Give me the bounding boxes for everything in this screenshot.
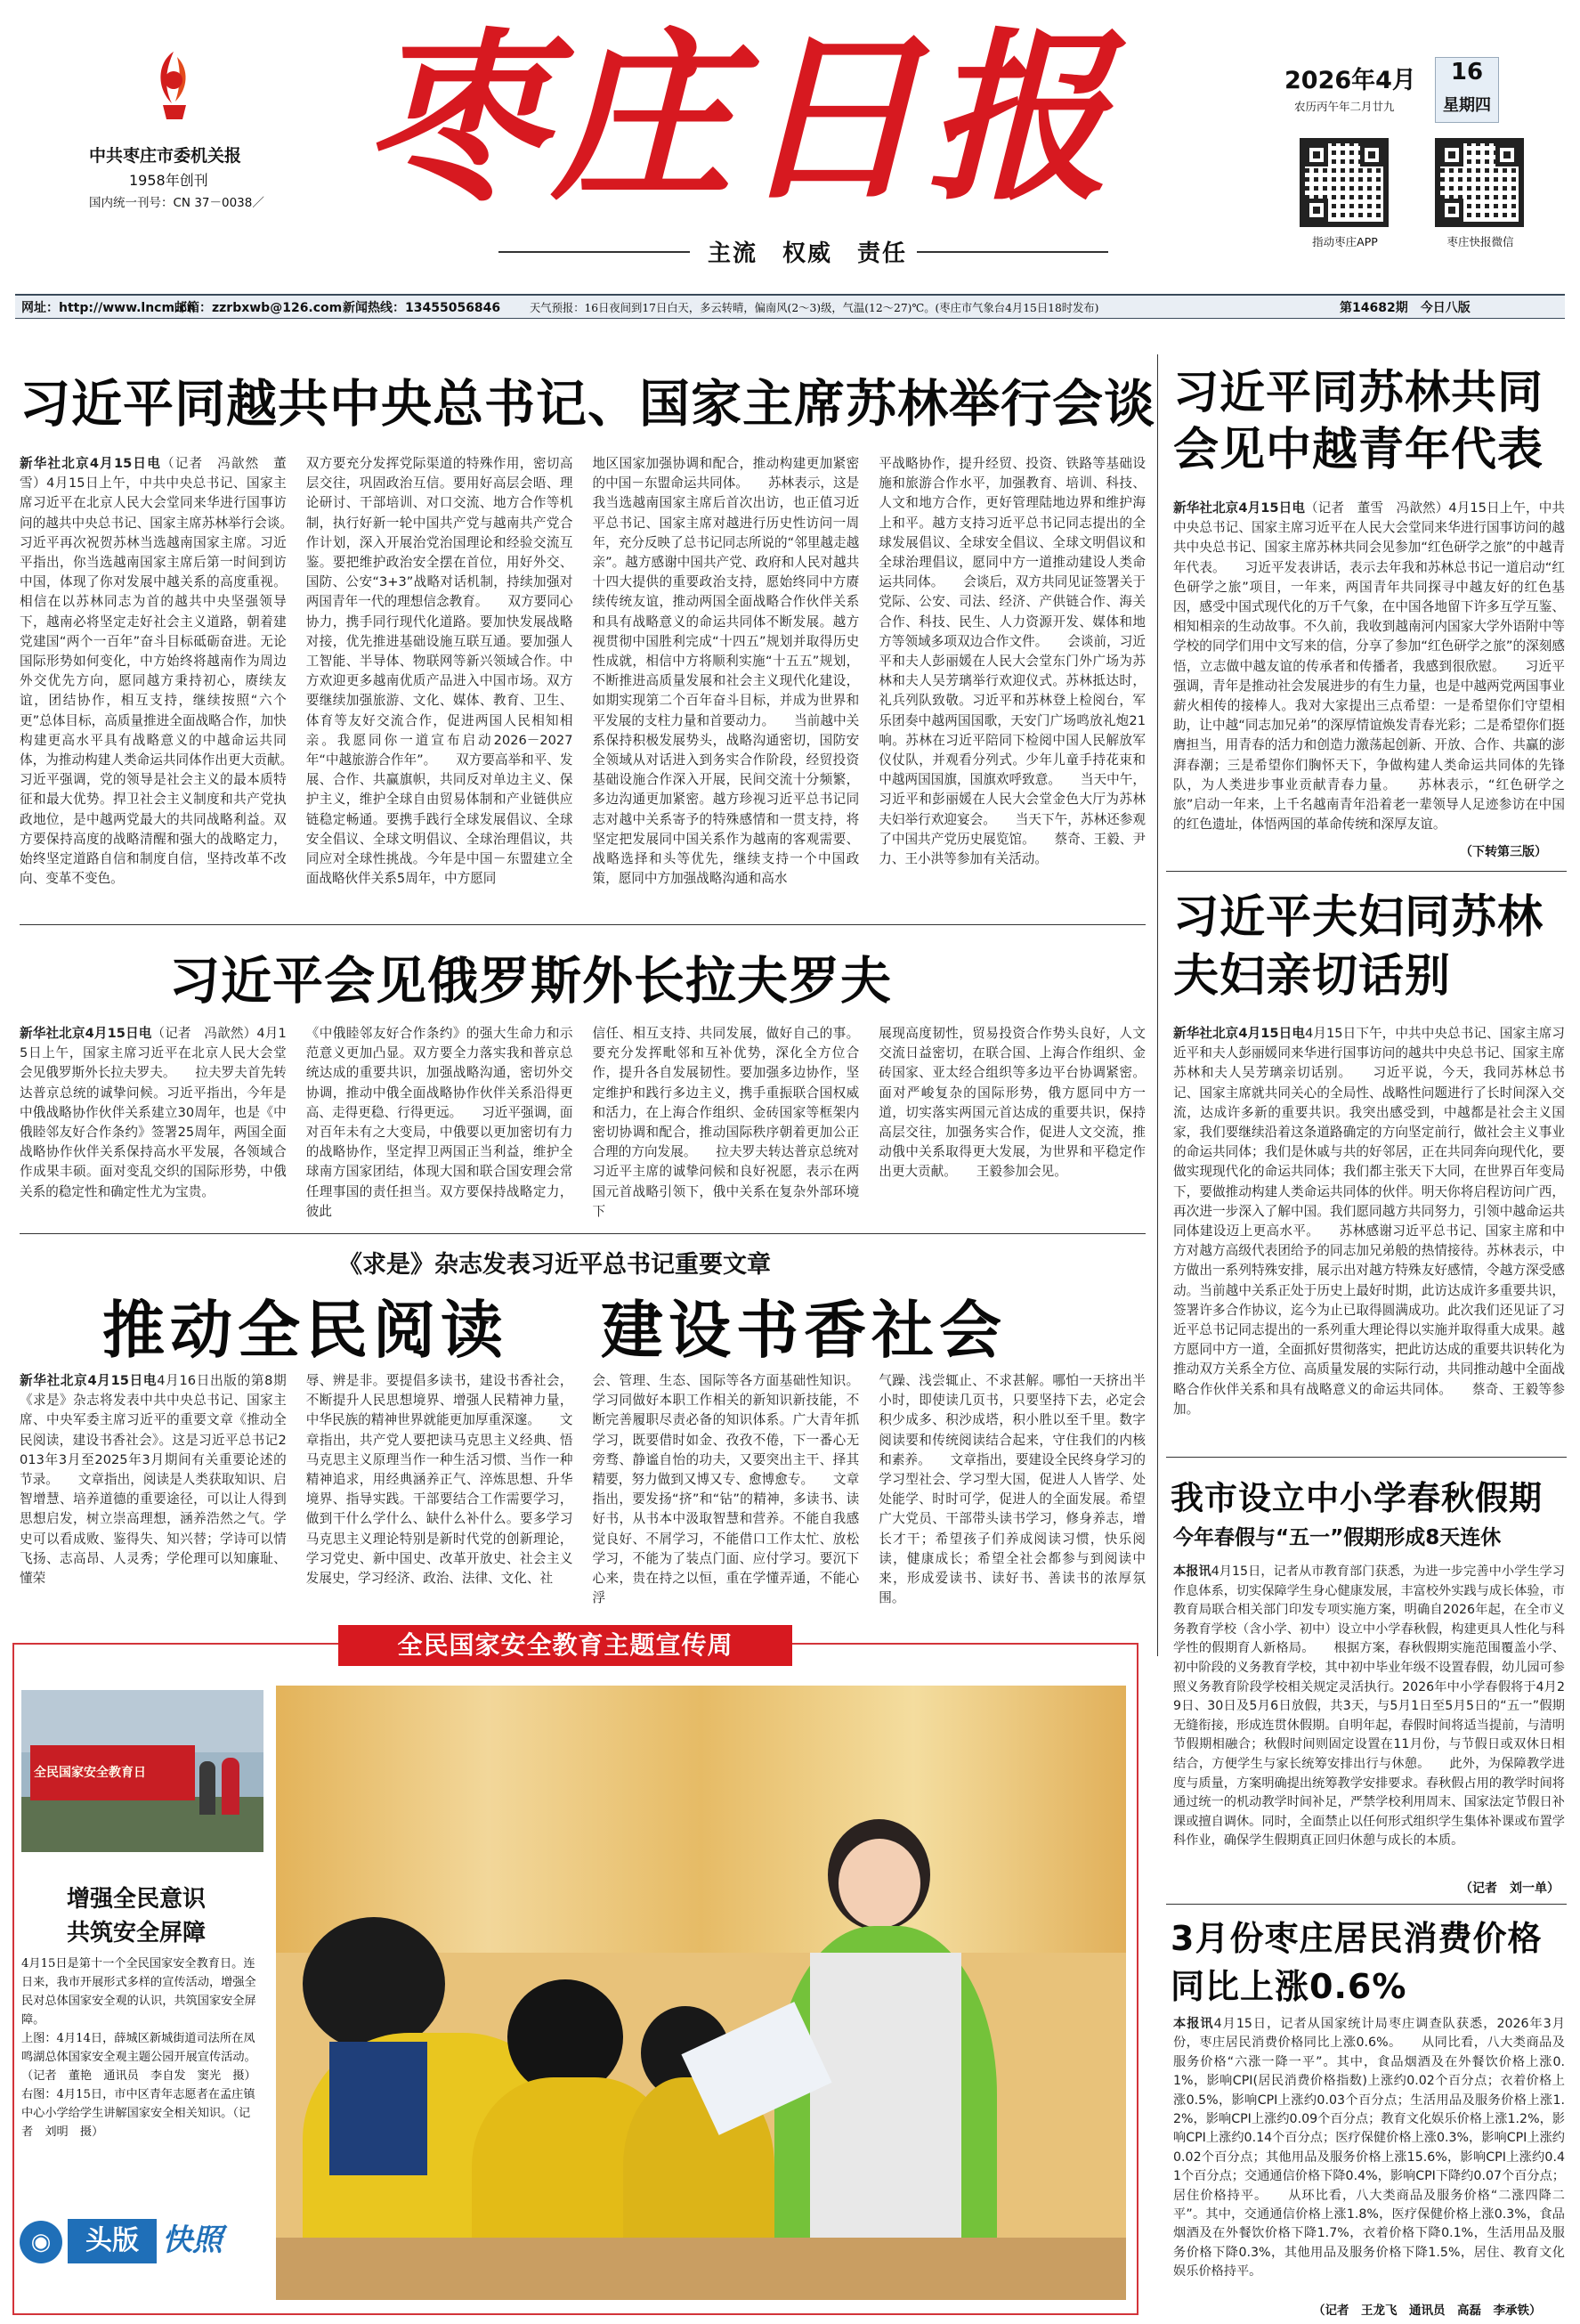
photo-park-campaign — [21, 1690, 263, 1852]
headline-cpi: 3月份枣庄居民消费价格同比上涨0.6% — [1171, 1919, 1543, 2006]
date-label: 2026年4月 — [1284, 67, 1416, 94]
headline-bookish: 建设书香社会 — [601, 1294, 1007, 1367]
article-reading: 新华社北京4月15日电4月16日出版的第8期《求是》杂志将发表中共中央总书记、国家主席、中央军委主席习近平的重要文章《推动全民阅读，建设书香社会》。这是习近平总书记2013年3月至2025年3月期间有关重要论述的节录。 文章指出，阅读是人类获取知识、启智增慧、培养道德的重要途径，可以让人得到思想启发，树立崇高理想，涵养浩然之气。学史可以看成败、鉴得失、知兴替；学诗可以情飞扬、志高昂、人灵秀；学伦理可以知廉耻、懂荣 辱、辨是非。要提倡多读书，建设书香社会，不断提升人民思想境界、增强人民精神力量，中华民族的精神世界就能更加厚重深邃。 文章指出，共产党人要把读马克思主义经典、悟马克思主义原理当作一种生活习惯、当作一种精神追求，用经典涵养正气、淬炼思想、升华境界、指导实践。干部要结合工作需要学习，做到干什么学什么、缺什么补什么。要多学习马克思主义理论特别是新时代党的创新理论，学习党史、新中国史、改革开放史、社会主义发展史，学习经济、政治、法律、文化、社 会、管理、生态、国际等各方面基础性知识。学习同做好本职工作相关的新知识新技能，不断完善履职尽责必备的知识体系。广大青年抓学习，既要借时如金、孜孜不倦，下一番心无旁骛、静谧自怡的功夫，又要突出主干、择其精要，努力做到又博又专、愈博愈专。 文章指出，要发扬“挤”和“钻”的精神，多读书、读好书，从书本中汲取智慧和营养。不能自我感觉良好、不屑学习，不能借口工作太忙、放松学习，不能为了装点门面、应付学习。要沉下心来，贵在持之以恒，重在学懂弄通，不能心浮 气躁、浅尝辄止、不求甚解。哪怕一天挤出半小时，即使读几页书，只要坚持下去，必定会积少成多、积沙成塔，积小胜以至千里。数字阅读要和传统阅读结合起来，守住我们的内核和素养。 文章指出，要建设全民终身学习的学习型社会、学习型大国，促进人人皆学、处处能学、时时可学，促进人的全面发展。希望广大党员、干部带头读书学习，修身养志，增长才干；希望孩子们养成阅读习惯，快乐阅读，健康成长；希望全社会都参与到阅读中来，形成爱读书、读好书、善读书的浓厚氛围。 — [20, 1373, 1146, 1606]
reporter-cpi: （记者 王龙飞 通讯员 高磊 李承铁） — [1313, 2304, 1542, 2318]
website: 网址：http://www.lncm.cn — [21, 301, 196, 315]
slogan-rule-right — [917, 251, 1108, 253]
headline-farewell: 习近平夫妇同苏林夫妇亲切话别 — [1173, 891, 1544, 1003]
photo-captions: 4月15日是第十一个全民国家安全教育日。连日来，我市开展形式多样的宣传活动，增强全民对总体国家安全观的认识，共筑国家安全屏障。 上图：4月14日，薛城区新城街道司法所在凤鸣湖总体国家安全观主题公园开展宣传活动。（记者 董艳 通讯员 李自发 窦光 摄） 右图：4月15日，市中区青年志愿者在孟庄镇中心小学给学生讲解国家安全相关知识。（记者 刘明 摄） — [21, 1957, 256, 2139]
qr-code-icon — [1300, 138, 1389, 227]
weekday: 星期四 — [1443, 96, 1491, 115]
article-youth: 新华社北京4月15日电（记者 董雪 冯歆然）4月15日上午，中共中央总书记、国家主席习近平在人民大会堂同来华进行国事访问的越共中央总书记、国家主席苏林共同会见参加“红色研学之旅”的中越青年代表。 习近平发表讲话，表示去年我和苏林总书记一道启动“红色研学之旅”项目，一年来，两国青年共同探寻中越友好的红色基因，感受中国式现代化的万千气象，在中国各地留下许多互学互鉴、相知相亲的生动故事。不久前，我收到越南河内国家大学外语附中等学校的同学们用中文写来的信，分享了参加“红色研学之旅”的深刻感悟，立志做中越友谊的传承者和传播者，我感到很欣慰。 习近平强调，青年是推动社会发展进步的有生力量，也是中越两党两国事业薪火相传的接棒人。我对大家提出三点希望：一是希望你们守望相助，让中越“同志加兄弟”的深厚情谊焕发青春光彩；二是希望你们挺膺担当，用青春的活力和创造力激荡起创新、开放、合作、共赢的澎湃春潮；三是希望你们胸怀天下，争做构建人类命运共同体的先锋队，为人类进步事业贡献青春力量。 苏林表示，“红色研学之旅”启动一年来，上千名越南青年沿着老一辈领导人足迹参访在中国的红色遗址，体悟两国的革命传统和深厚友谊。 — [1173, 500, 1565, 833]
qr-label-wechat: 枣庄快报微信 — [1446, 235, 1514, 248]
kicker-qiushi: 《求是》杂志发表习近平总书记重要文章 — [338, 1251, 771, 1279]
article-farewell: 新华社北京4月15日电4月15日下午，中共中央总书记、国家主席习近平和夫人彭丽媛同来华进行国事访问的越共中央总书记、国家主席苏林和夫人吴芳璃亲切话别。 习近平说，今天，我同苏林总书记、国家主席就共同关心的全局性、战略性问题进行了长时间深入交流，达成许多新的重要共识。我突出感受到，中越都是社会主义国家，我们要继续沿着这条道路确定的方向坚定前行，做社会主义事业的命运共同体；我们是休戚与共的好邻居，正在共同奔向现代化，要做实现现代化的命运共同体；我们都主张天下大同，在世界百年变局下，要做推动构建人类命运共同体的伙伴。明天你将启程访问广西，再次进一步深入了解中国。我们愿同越方共同努力，引领中越命运共同体建设迈上更高水平。 苏林感谢习近平总书记、国家主席和中方对越方高级代表团给予的同志加兄弟般的热情接待。苏林表示，中方做出一系列特殊安排，展示出对越方特殊友好感情，令越方深受感动。当前越中关系正处于历史上最好时期，此访达成许多重要共识，签署许多合作协议，迄今为止已取得圆满成功。此次我们还见证了习近平总书记同志提出的一系列重大理论得以实施并取得重大成果。越方愿同中方一道，全面抓好贯彻落实，把此访达成的重要共识转化为推动双方关系全方位、高质量发展的实际行动，共同推动越中全面战略合作伙伴关系和具有战略意义的命运共同体。 蔡奇、王毅等参加。 — [1173, 1026, 1565, 1417]
photo-title-2: 共筑安全屏障 — [67, 1920, 207, 1946]
founded-label: 1958年创刊 — [129, 172, 208, 189]
cn-number: 国内统一刊号：CN 37－0038／ — [89, 196, 264, 210]
article-school-holiday: 本报讯4月15日，记者从市教育部门获悉，为进一步完善中小学生学习作息体系，切实保障学生身心健康发展，丰富校外实践与成长体验，市教育局联合相关部门印发专项实施方案，明确自2026年起，在全市义务教育学校（含小学、初中）设立中小学春秋假，构建更具人性化与科学性的假期育人新格局。 根据方案，春秋假期实施范围覆盖小学、初中阶段的义务教育学校，其中初中毕业年级不设置春假，幼儿园可参照义务教育阶段学校相关规定灵活执行。2026年中小学春假将于4月29日、30日及5月6日放假，共3天，与5月1日至5月5日的“五一”假期无缝衔接，形成连贯休假期。自明年起，春假时间将适当提前，与清明节假期相融合；秋假时间则固定设置在11月份，与节假日或双休日相结合，方便学生与家长统筹安排出行与休憩。 此外，为保障教学进度与质量，方案明确提出统筹教学安排要求。春秋假占用的教学时间将通过统一的机动教学时间补足，严禁学校利用周末、国家法定节假日补课或擅自调休。同时，全面禁止以任何形式组织学生集体补课或布置学科作业，确保学生假期真正回归休憩与成长的本质。 — [1173, 1564, 1565, 1849]
slogan-rule-left — [498, 251, 690, 253]
email: 邮箱：zzrbxwb@126.com — [174, 301, 343, 315]
headline-talks: 习近平同越共中央总书记、国家主席苏林举行会谈 — [20, 375, 1155, 434]
masthead-logo: 枣庄日报 — [363, 12, 1114, 225]
qr-label-app: 指动枣庄APP — [1312, 235, 1378, 248]
front-page-snapshot-badge: ◉ 头版 快照 — [20, 2217, 267, 2265]
party-emblem-icon — [147, 45, 200, 125]
photo-title-1: 增强全民意识 — [67, 1886, 207, 1913]
article-talks: 新华社北京4月15日电（记者 冯歆然 董雪）4月15日上午，中共中央总书记、国家主席习近平在北京人民大会堂同来华进行国事访问的越共中央总书记、国家主席苏林举行会谈。 习近平再次祝贺苏林当选越南国家主席。习近平指出，你当选越南国家主席后第一时间到访中国，体现了你对发展中越关系的高度重视。相信在以苏林同志为首的越共中央坚强领导下，越南必将坚定走好社会主义道路，朝着建党建国“两个一百年”奋斗目标砥砺奋进。无论国际形势如何变化，中方始终将越南作为周边外交优先方向，愿同越方秉持初心，赓续友谊，团结协作，相互支持，继续按照“六个更”总体目标，高质量推进全面战略合作，加快构建更高水平具有战略意义的中越命运共同体，为推动构建人类命运共同体作出更大贡献。 习近平强调，党的领导是社会主义的最本质特征和最大优势。捍卫社会主义制度和共产党执政地位，是中越两党最大的共同战略利益。双方要保持高度的战略清醒和强大的战略定力，始终坚定道路自信和制度自信，坚持改革不改向、变革不变色。 双方要充分发挥党际渠道的特殊作用，密切高层交往，巩固政治互信。要用好高层会晤、理论研讨、干部培训、对口交流、地方合作等机制，执行好新一轮中国共产党与越南共产党合作计划，深入开展治党治国理论和经验交流互鉴。要把维护政治安全摆在首位，用好外交、国防、公安“3+3”战略对话机制，持续加强对两国青年一代的理想信念教育。 双方要同心协力，携手同行现代化道路。要加快发展战略对接，优先推进基础设施互联互通。要加强人工智能、半导体、物联网等新兴领域合作。中方欢迎更多越南优质产品进入中国市场。双方要继续加强旅游、文化、媒体、教育、卫生、体育等友好交流合作，促进两国人民相知相亲。我愿同你一道宣布启动2026－2027年“中越旅游合作年”。 双方要高举和平、发展、合作、共赢旗帜，共同反对单边主义、保护主义，维护全球自由贸易体制和产业链供应链稳定畅通。要携手践行全球发展倡议、全球安全倡议、全球文明倡议、全球治理倡议，共同应对全球性挑战。今年是中国－东盟建立全面战略伙伴关系5周年，中方愿同 地区国家加强协调和配合，推动构建更加紧密的中国－东盟命运共同体。 苏林表示，这是我当选越南国家主席后首次出访，也正值习近平总书记、国家主席对越进行历史性访问一周年，充分反映了总书记同志所说的“邻里越走越亲”。越方感谢中国共产党、政府和人民对越共十四大提供的重要政治支持，愿始终同中方赓续传统友谊，推动两国全面战略合作伙伴关系和具有战略意义的命运共同体不断发展。越方视贯彻中国胜利完成“十四五”规划并取得历史性成就，相信中方将顺利实施“十五五”规划，不断推进高质量发展和社会主义现代化建设，如期实现第二个百年奋斗目标，并成为世界和平发展的支柱力量和首要动力。 当前越中关系保持积极发展势头，战略沟通密切，国防安全领域从对话进入到务实合作阶段，经贸投资基础设施合作深入开展，民间交流十分频繁，多边沟通更加紧密。越方珍视习近平总书记同志对越中关系寄予的特殊感情和一贯支持，将坚定把发展同中国关系作为越南的客观需要、战略选择和头等优先，继续支持一个中国政策，愿同中方加强战略沟通和高水 平战略协作，提升经贸、投资、铁路等基础设施和旅游合作水平，加强教育、培训、科技、人文和地方合作，更好管理陆地边界和维护海上和平。越方支持习近平总书记同志提出的全球发展倡议、全球安全倡议、全球文明倡议和全球治理倡议，愿同中方一道推动建设人类命运共同体。 会谈后，双方共同见证签署关于党际、公安、司法、经济、产供链合作、海关合作、科技、民生、人力资源开发、媒体和地方等领域多项双边合作文件。 会谈前，习近平和夫人彭丽媛在人民大会堂东门外广场为苏林和夫人吴芳璃举行欢迎仪式。苏林抵达时，礼兵列队致敬。习近平和苏林登上检阅台，军乐团奏中越两国国歌，天安门广场鸣放礼炮21响。苏林在习近平陪同下检阅中国人民解放军仪仗队，并观看分列式。少年儿童手持花束和中越两国国旗，国旗欢呼致意。 当天中午，习近平和彭丽媛在人民大会堂金色大厅为苏林夫妇举行欢迎宴会。 当天下午，苏林还参观了中国共产党历史展览馆。 蔡奇、王毅、尹力、王小洪等参加有关活动。 — [20, 456, 1146, 887]
lunar-date: 农历丙午年二月廿九 — [1294, 100, 1395, 113]
photo-classroom — [276, 1686, 1126, 2300]
issue-number: 第14682期 今日八版 — [1340, 301, 1471, 315]
slogan: 主流 权威 责任 — [708, 240, 908, 267]
qr-code-icon — [1435, 138, 1524, 227]
feature-banner: 全民国家安全教育主题宣传周 — [338, 1625, 792, 1666]
headline-lavrov: 习近平会见俄罗斯外长拉夫罗夫 — [169, 952, 892, 1011]
headline-reading: 推动全民阅读 — [102, 1294, 508, 1367]
news-hotline: 新闻热线：13455056846 — [343, 301, 501, 315]
headline-youth: 习近平同苏林共同会见中越青年代表 — [1173, 367, 1544, 476]
article-cpi: 本报讯4月15日，记者从国家统计局枣庄调查队获悉，2026年3月份，枣庄居民消费价格同比上涨0.6%。 从同比看，八大类商品及服务价格“六涨一降一平”。其中，食品烟酒及在外餐饮价格上涨0.1%，影响CPI(居民消费价格指数)上涨约0.02个百分点；衣着价格上涨0.5%，影响CPI上涨约0.03个百分点；生活用品及服务价格上涨1.2%，影响CPI上涨约0.09个百分点；教育文化娱乐价格上涨1.2%，影响CPI上涨约0.14个百分点；医疗保健价格上涨0.3%，影响CPI上涨约0.02个百分点；其他用品及服务价格上涨15.6%，影响CPI上涨约0.41个百分点；交通通信价格下降0.4%，影响CPI下降约0.07个百分点；居住价格持平。 从环比看，八大类商品及服务价格“二涨四降二平”。其中，交通通信价格上涨1.8%，医疗保健价格上涨0.3%，食品烟酒及在外餐饮价格下降1.7%，衣着价格下降0.1%，生活用品及服务价格下降0.3%，其他用品及服务价格下降1.5%，居住、教育文化娱乐价格持平。 — [1173, 2017, 1565, 2279]
day-number: 16 — [1450, 59, 1484, 85]
camera-icon: ◉ — [20, 2221, 62, 2263]
continued-note: （下转第三版） — [1460, 845, 1547, 859]
headline-school-holiday: 我市设立中小学春秋假期 — [1171, 1479, 1543, 1517]
subhead-school-holiday: 今年春假与“五一”假期形成8天连休 — [1173, 1526, 1502, 1549]
party-paper-label: 中共枣庄市委机关报 — [89, 146, 242, 166]
reporter-school-holiday: （记者 刘一单） — [1460, 1881, 1560, 1896]
article-lavrov: 新华社北京4月15日电（记者 冯歆然）4月15日上午，国家主席习近平在北京人民大会堂会见俄罗斯外长拉夫罗夫。 拉夫罗夫首先转达普京总统的诚挚问候。习近平指出，今年是中俄战略协作伙伴关系建立30周年，也是《中俄睦邻友好合作条约》签署25周年，两国全面战略协作伙伴关系保持高水平发展，各领域合作成果丰硕。面对变乱交织的国际形势，中俄关系的稳定性和确定性尤为宝贵。 《中俄睦邻友好合作条约》的强大生命力和示范意义更加凸显。双方要全力落实我和普京总统达成的重要共识，加强战略沟通，密切外交协调，推动中俄全面战略协作伙伴关系沿得更高、走得更稳、行得更远。 习近平强调，面对百年未有之大变局，中俄要以更加密切有力的战略协作，坚定捍卫两国正当利益，维护全球南方国家团结，体现大国和联合国安理会常任理事国的责任担当。双方要保持战略定力，彼此 信任、相互支持、共同发展，做好自己的事。要充分发挥毗邻和互补优势，深化全方位合作，提升各自发展韧性。要加强多边协作，坚定维护和践行多边主义，携手重振联合国权威和活力，在上海合作组织、金砖国家等框架内密切协调和配合，推动国际秩序朝着更加公正合理的方向发展。 拉夫罗夫转达普京总统对习近平主席的诚挚问候和良好祝愿，表示在两国元首战略引领下，俄中关系在复杂外部环境下 展现高度韧性，贸易投资合作势头良好，人文交流日益密切，在联合国、上海合作组织、金砖国家、亚太经合组织等多边平台协调紧密。面对严峻复杂的国际形势，俄方愿同中方一道，切实落实两国元首达成的重要共识，保持高层交往，加强务实合作，促进人文交流，推动俄中关系取得更大发展，为世界和平稳定作出更大贡献。 王毅参加会见。 — [20, 1026, 1146, 1219]
campaign-sign: 全民国家安全教育日 — [34, 1766, 146, 1780]
weather-forecast: 天气预报：16日夜间到17日白天，多云转晴，偏南风(2～3)级，气温(12～27)℃。(枣庄市气象台4月15日18时发布) — [530, 302, 1099, 314]
